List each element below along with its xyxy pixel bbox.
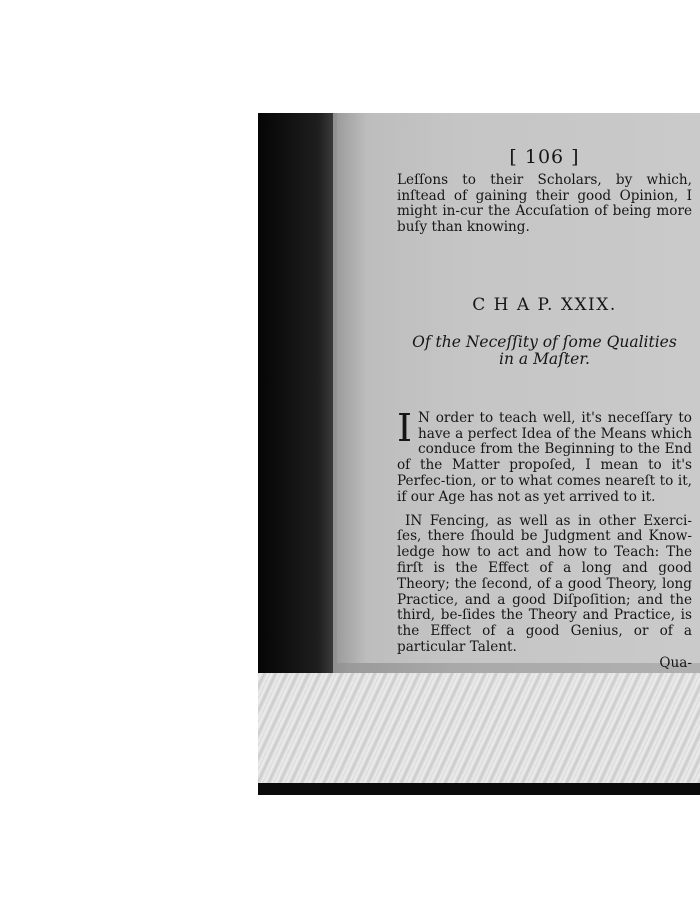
carryover-paragraph: Leſſons to their Scholars, by which, inſtead of gaining their good Opinion, I might in-cur the Accuſation of being more buſy than knowing.	[397, 171, 692, 236]
drop-cap: I	[397, 405, 413, 450]
chapter-heading: C H A P. XXIX.	[472, 294, 617, 315]
chapter-subtitle-line-1: Of the Neceſſity of ſome Qualities	[412, 332, 677, 351]
page-text	[397, 146, 692, 672]
chapter-subtitle-line-2: in a Maſter.	[499, 349, 590, 368]
paragraph-1	[397, 405, 692, 506]
paragraph-1-text: N order to teach well, it's neceſſary to have a perfect Idea of the Means which conduce from the Beginning to the End of the Matter propoſed, I mean to it's Perfec-tion, or to what comes neareſt to it, if our Age has not as yet arrived to it.	[397, 409, 692, 505]
paragraph-2: IN Fencing, as well as in other Exerci-ſes, there ſhould be Judgment and Know-ledge how to act and how to Teach: The firſt is the Effect of a long and good Theory; the ſecond, of a good Theory, long Practice, and a good Diſpoſition; and the third, be-ſides the Theory and Practice, is the Effect of a good Genius, or of a particular Talent.	[397, 512, 692, 655]
scan-border	[258, 783, 700, 795]
catchword: Qua-	[659, 654, 692, 671]
page-number: [ 106 ]	[509, 146, 580, 168]
page-edges	[258, 673, 700, 783]
chapter-subtitle	[397, 334, 692, 368]
book-gutter-shadow	[258, 113, 333, 673]
